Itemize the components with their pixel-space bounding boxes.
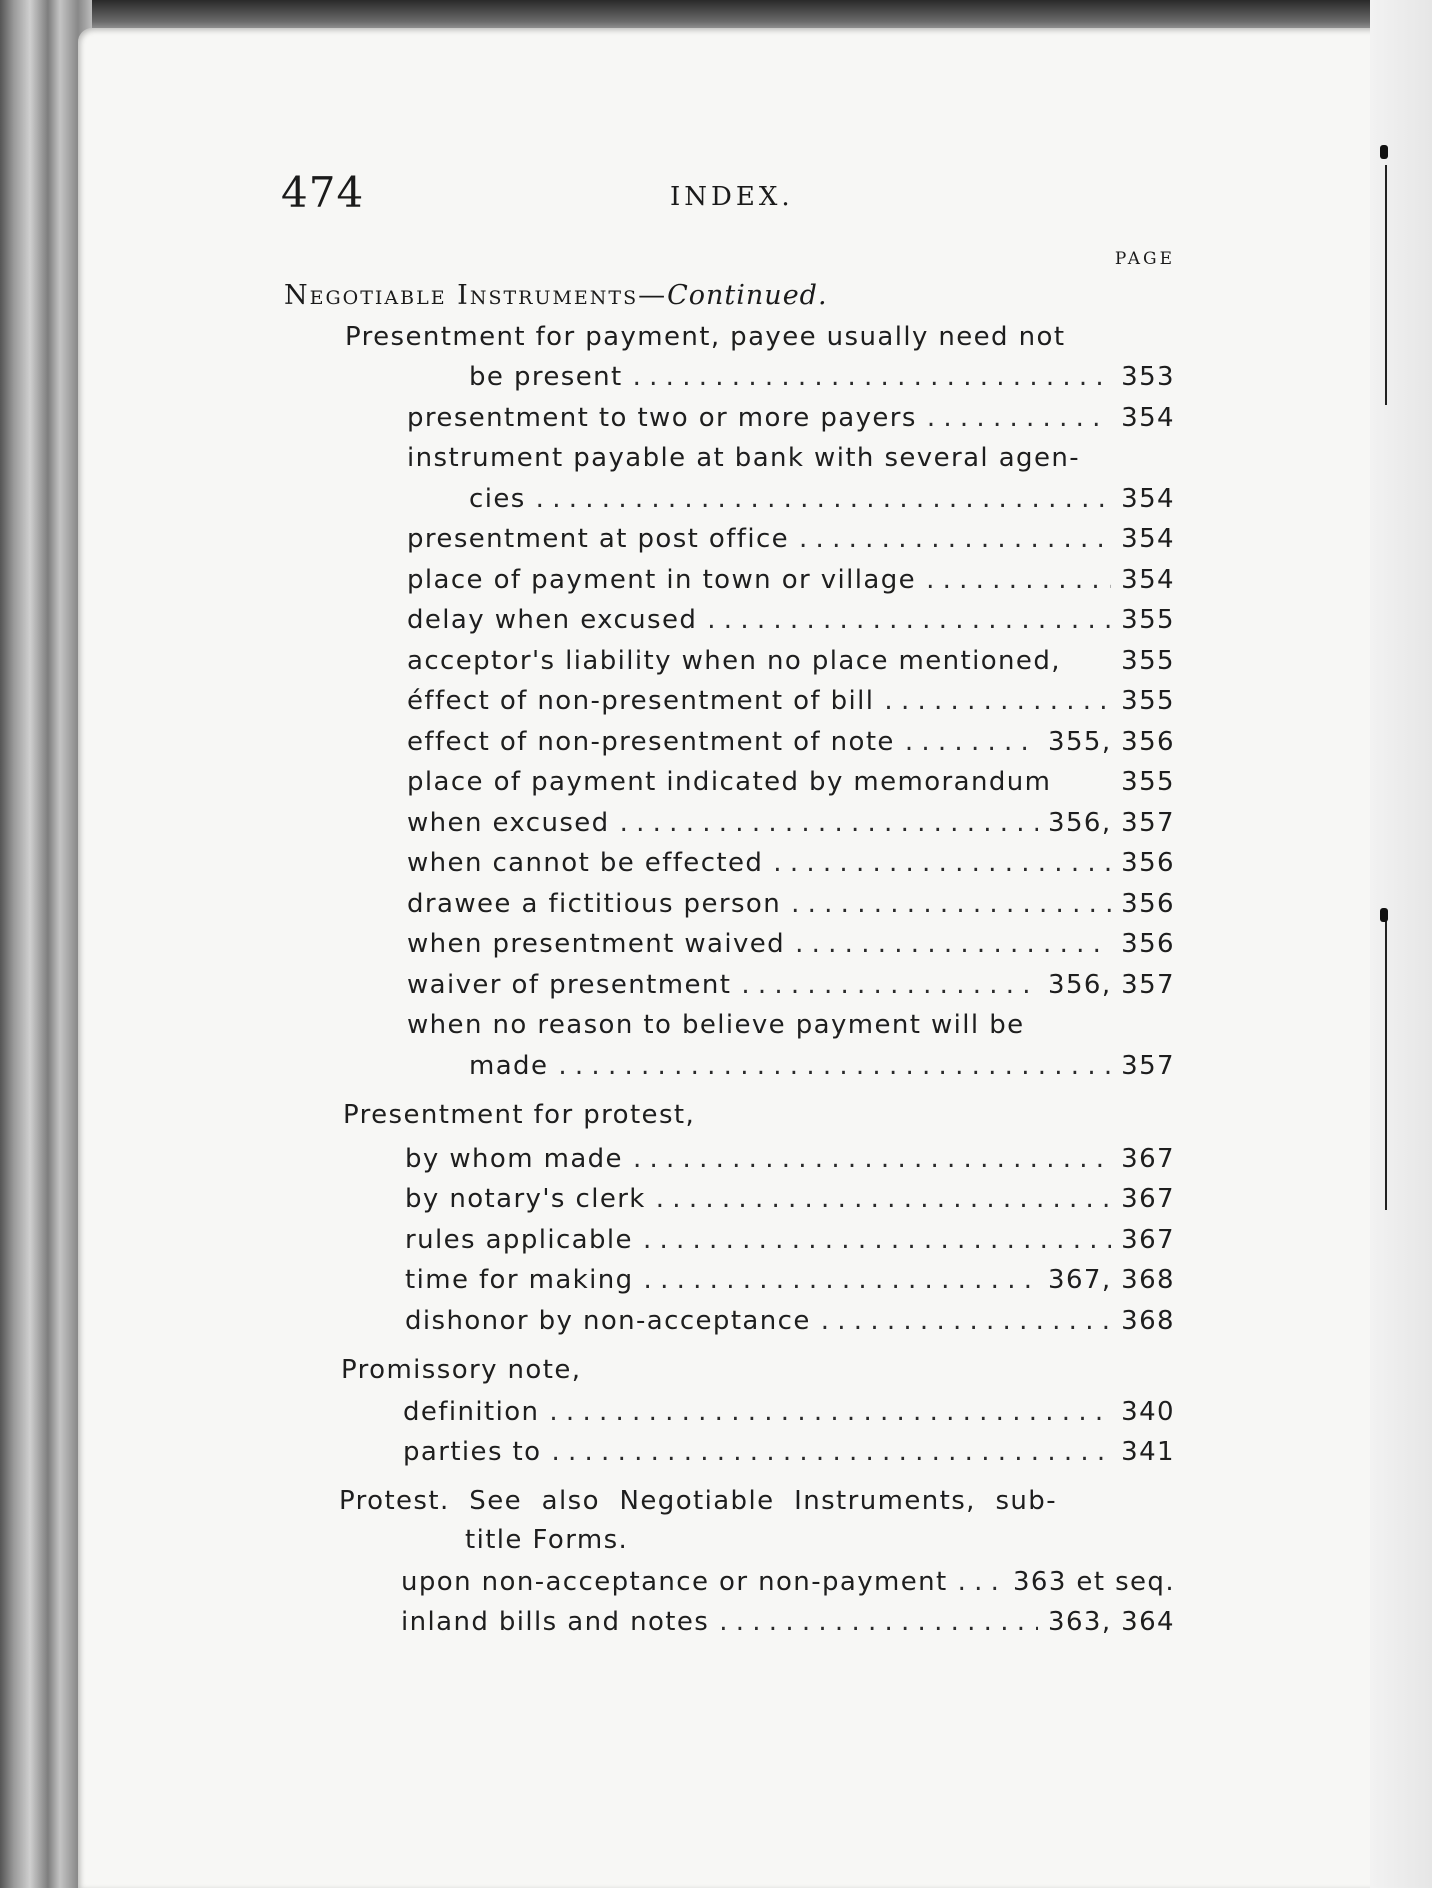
index-entry: éffect of non-presentment of bill . . . 355 <box>407 686 1175 722</box>
page-ref: 355 <box>1121 767 1175 797</box>
page-ref: 356 <box>1121 929 1175 959</box>
continued-label: Continued. <box>667 280 828 311</box>
page-ref: 354 <box>1121 484 1175 514</box>
page-ref: 356 <box>1121 889 1175 919</box>
page-ref: 341 <box>1121 1437 1175 1467</box>
page-ref: 363, 364 <box>1048 1607 1175 1637</box>
page-ref: 355 <box>1121 686 1175 716</box>
index-entry: made . . . 357 <box>469 1051 1175 1087</box>
index-entry: be present . . . 353 <box>469 362 1175 398</box>
index-entry: definition . . . 340 <box>403 1397 1175 1433</box>
page-ref: 355 <box>1121 605 1175 635</box>
index-entry: presentment at post office . . . 354 <box>407 524 1175 560</box>
index-entry: Presentment for protest, <box>343 1100 696 1130</box>
page-number: 474 <box>281 168 365 217</box>
page-ref: 354 <box>1121 524 1175 554</box>
page-ref: 355, 356 <box>1048 727 1175 757</box>
page-ref: 367, 368 <box>1048 1265 1175 1295</box>
page-column-label: PAGE <box>1114 249 1175 269</box>
index-entry: when presentment waived . . . 356 <box>407 929 1175 965</box>
index-entry: when no reason to believe payment will be <box>407 1010 1025 1040</box>
index-entry: title Forms. <box>465 1525 629 1555</box>
page-ref: 368 <box>1121 1306 1175 1336</box>
page-ref: 356, 357 <box>1048 970 1175 1000</box>
section-title-text: Negotiable Instruments— <box>284 280 668 311</box>
index-entry: cies . . . 354 <box>469 484 1175 520</box>
page-ref: 354 <box>1121 565 1175 595</box>
right-margin-line-lower <box>1385 920 1387 1210</box>
index-entry: effect of non-presentment of note . . . 355, 356 <box>407 727 1175 763</box>
index-entry: time for making . . . 367, 368 <box>405 1265 1175 1301</box>
page-ref: 340 <box>1121 1397 1175 1427</box>
page-ref: 353 <box>1121 362 1175 392</box>
index-entry: place of payment indicated by memorandum 355 <box>407 767 1175 797</box>
index-entry: inland bills and notes . . . 363, 364 <box>401 1607 1175 1643</box>
right-margin-mark-lower <box>1380 908 1388 922</box>
index-entry: by whom made . . . 367 <box>405 1144 1175 1180</box>
index-entry: waiver of presentment . . . 356, 357 <box>407 970 1175 1006</box>
index-entry: upon non-acceptance or non-payment . . . 363 et seq. <box>401 1567 1175 1603</box>
index-entry: place of payment in town or village . . . 354 <box>407 565 1175 601</box>
right-margin-mark-upper <box>1380 145 1388 159</box>
page-ref: 355 <box>1121 646 1175 676</box>
index-entry: dishonor by non-acceptance . . . 368 <box>405 1306 1175 1342</box>
page-ref: 356, 357 <box>1048 808 1175 838</box>
index-entry: Protest. See also Negotiable Instruments, sub- <box>339 1486 1057 1516</box>
scan-right-margin <box>1370 0 1432 1888</box>
page-ref: 367 <box>1121 1144 1175 1174</box>
index-entry: parties to . . . 341 <box>403 1437 1175 1473</box>
index-entry: acceptor's liability when no place mentioned, 355 <box>407 646 1175 676</box>
section-title <box>284 280 828 311</box>
page-ref: 356 <box>1121 848 1175 878</box>
index-entry: presentment to two or more payers . . . 354 <box>407 403 1175 439</box>
index-entry: drawee a fictitious person . . . 356 <box>407 889 1175 925</box>
index-entry: by notary's clerk . . . 367 <box>405 1184 1175 1220</box>
index-entry: instrument payable at bank with several agen- <box>407 443 1080 473</box>
page-ref: 357 <box>1121 1051 1175 1081</box>
index-entry: rules applicable . . . 367 <box>405 1225 1175 1261</box>
page-ref: 363 et seq. <box>1012 1567 1175 1597</box>
right-margin-line-upper <box>1385 165 1387 405</box>
page-ref: 367 <box>1121 1184 1175 1214</box>
page-ref: 367 <box>1121 1225 1175 1255</box>
index-entry: delay when excused . . . 355 <box>407 605 1175 641</box>
index-entry: when cannot be effected . . . 356 <box>407 848 1175 884</box>
page-ref: 354 <box>1121 403 1175 433</box>
index-entry: Promissory note, <box>341 1355 582 1385</box>
running-head: INDEX. <box>670 182 794 212</box>
index-entry: when excused . . . 356, 357 <box>407 808 1175 844</box>
index-entry: Presentment for payment, payee usually need not <box>345 322 1066 352</box>
